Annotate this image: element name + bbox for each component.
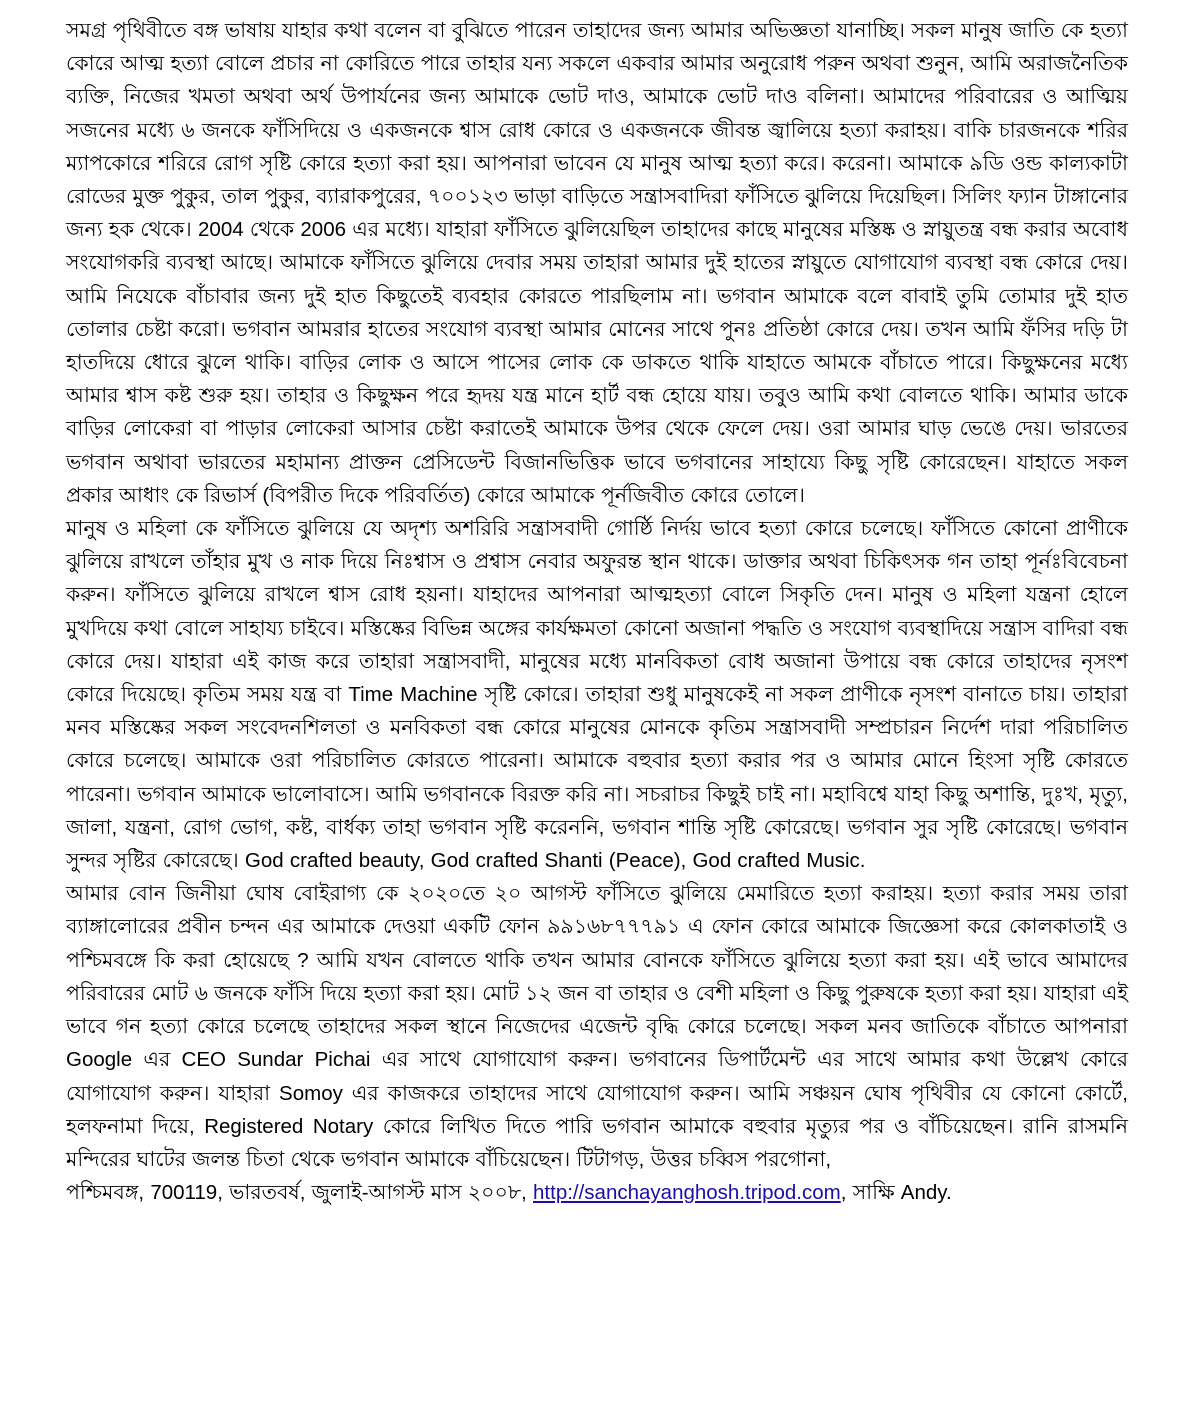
final-line-suffix: , সাক্ষি Andy. <box>840 1181 952 1205</box>
final-line <box>66 1176 1128 1209</box>
paragraph-3: আমার বোন জিনীয়া ঘোষ বোইরাগ্য কে ২০২০তে ২০ আগস্ট ফাঁসিতে ঝুলিয়ে মেমারিতে হত্যা করাহয়। হত্যা করার সময় তারা ব্যাঙ্গালোরের প্রবীন চন্দন এর আমাকে দেওয়া একটি ফোন ৯৯১৬৮৭৭৭৯১ এ ফোন কোরে আমাকে জিজ্ঞেসা করে কোলকাতাই ও পশ্চিমবঙ্গে কি করা হোয়েছে ? আমি যখন বোলতে থাকি তখন আমার বোনকে ফাঁসিতে ঝুলিয়ে হত্যা করা হয়। এই ভাবে আমাদের পরিবারের মোট ৬ জনকে ফাঁসি দিয়ে হত্যা করা হয়। মোট ১২ জন বা তাহার ও বেশী মহিলা ও কিছু পুরুষকে হত্যা করা হয়। যাহারা এই ভাবে গন হত্যা কোরে চলেছে তাহাদের সকল স্থানে নিজেদের এজেন্ট বৃদ্ধি কোরে চলেছে। সকল মনব জাতিকে বাঁচাতে আপনারা Google এর CEO Sundar Pichai এর সাথে যোগাযোগ করুন। ভগবানের ডিপার্টমেন্ট এর সাথে আমার কথা উল্লেখ কোরে যোগাযোগ করুন। যাহারা Somoy এর কাজকরে তাহাদের সাথে যোগাযোগ করুন। আমি সঞ্চয়ন ঘোষ পৃথিবীর যে কোনো কোর্টে, হলফনামা দিয়ে, Registered Notary কোরে লিখিত দিতে পারি ভগবান আমাকে বহুবার মৃত্যুর পর ও বাঁচিয়েছেন। রানি রাসমনি মন্দিরের ঘাটের জলন্ত চিতা থেকে ভগবান আমাকে বাঁচিয়েছেন। টিটাগড়, উত্তর চব্বিস পরগোনা, <box>66 882 1128 1171</box>
final-line-prefix: পশ্চিমবঙ্গ, 700119, ভারতবর্ষ, জুলাই-আগস্ট মাস ২০০৮, <box>66 1181 534 1205</box>
paragraph-2: মানুষ ও মহিলা কে ফাঁসিতে ঝুলিয়ে যে অদৃশ্য অশরিরি সন্ত্রাসবাদী গোর্ষ্ঠি নির্দয় ভাবে হত্যা কোরে চলেছে। ফাঁসিতে কোনো প্রাণীকে ঝুলিয়ে রাখলে তাঁহার মুখ ও নাক দিয়ে নিঃশ্বাস ও প্রশ্বাস নেবার অফুরন্ত স্থান থাকে। ডাক্তার অথবা চিকিৎসক গন তাহা পূর্নঃবিবেচনা করুন। ফাঁসিতে ঝুলিয়ে রাখলে শ্বাস রোধ হয়না। যাহাদের আপনারা আত্মহত্যা বোলে সিকৃতি দেন। মানুষ ও মহিলা যন্ত্রনা হোলে মুখদিয়ে কথা বোলে সাহায্য চাইবে। মস্তিষ্কের বিভিন্ন অঙ্গের কার্যক্ষমতা কোনো অজানা পদ্ধতি ও সংযোগ ব্যবস্থাদিয়ে সন্ত্রাস বাদিরা বন্ধ কোরে দেয়। যাহারা এই কাজ করে তাহারা সন্ত্রাসবাদী, মানুষের মধ্যে মানবিকতা বোধ অজানা উপায়ে বন্ধ কোরে তাহাদের নৃসংশ কোরে দিয়েছে। কৃতিম সময় যন্ত্র বা Time Machine সৃষ্টি কোরে। তাহারা শুধু মানুষকেই না সকল প্রাণীকে নৃসংশ বানাতে চায়। তাহারা মনব মস্তিষ্কের সকল সংবেদনশিলতা ও মনবিকতা বন্ধ কোরে মানুষের মোনকে কৃতিম সন্ত্রাসবাদী সম্প্রচারন নির্দেশ দারা পরিচালিত কোরে চলেছে। আমাকে ওরা পরিচালিত কোরতে পারেনা। আমাকে বহুবার হত্যা করার পর ও আমার মোনে হিংসা সৃষ্টি কোরতে পারেনা। ভগবান আমাকে ভালোবাসে। আমি ভগবানকে বিরক্ত করি না। সচরাচর কিছুই চাই না। মহাবিশ্বে যাহা কিছু অশান্তি, দুঃখ, মৃত্যু, জালা, যন্ত্রনা, রোগ ভোগ, কষ্ট, বার্ধক্য তাহা ভগবান সৃষ্টি করেননি, ভগবান শান্তি সৃষ্টি কোরেছে। ভগবান সুর সৃষ্টি কোরেছে। ভগবান সুন্দর সৃষ্টির কোরেছে। God crafted beauty, God crafted Shanti (Peace), God crafted Music. <box>66 517 1128 873</box>
paragraph-1: সমগ্র পৃথিবীতে বঙ্গ ভাষায় যাহার কথা বলেন বা বুঝিতে পারেন তাহাদের জন্য আমার অভিজ্ঞতা যানাচ্ছি। সকল মানুষ জাতি কে হত্যা কোরে আত্ম হত্যা বোলে প্রচার না কোরিতে পারে তাহার যন্য সকলে একবার আমার অনুরোধ পরুন অথবা শুনুন, আমি অরাজনৈতিক ব্যক্তি, নিজের খমতা অথবা অর্থ উপার্যনের জন্য আমাকে ভোট দাও, আমাকে ভোট দাও বলিনা। আমাদের পরিবারের ও আত্মিয় সজনের মধ্যে ৬ জনকে ফাঁসিদিয়ে ও একজনকে শ্বাস রোধ কোরে ও একজনকে জীবন্ত জ্বালিয়ে হত্যা করাহয়। বাকি চারজনকে শরির ম্যাপকোরে শরিরে রোগ সৃষ্টি কোরে হত্যা করা হয়। আপনারা ভাবেন যে মানুষ আত্ম হত্যা করে। করেনা। আমাকে ৯ডি ওন্ড কাল্যকাটা রোডের মুক্ত পুকুর, তাল পুকুর, ব্যারাকপুরের, ৭০০১২৩ ভাড়া বাড়িতে সন্ত্রাসবাদিরা ফাঁসিতে ঝুলিয়ে দিয়েছিল। সিলিং ফ্যান টাঙ্গানোর জন্য হক থেকে। 2004 থেকে 2006 এর মধ্যে। যাহারা ফাঁসিতে ঝুলিয়েছিল তাহাদের কাছে মানুষের মস্তিষ্ক ও স্নায়ুতন্ত্র বন্ধ করার অবোধ সংযোগকরি ব্যবস্থা আছে। আমাকে ফাঁসিতে ঝুলিয়ে দেবার সময় তাহারা আমার দুই হাতের স্নায়ুতে যোগাযোগ ব্যবস্থা বন্ধ কোরে দেয়। আমি নিযেকে বাঁচাবার জন্য দুই হাত কিছুতেই ব্যবহার কোরতে পারছিলাম না। ভগবান আমাকে বলে বাবাই তুমি তোমার দুই হাত তোলার চেষ্টা করো। ভগবান আমরার হাতের সংযোগ ব্যবস্থা আমার মোনের সাথে পুনঃ প্রতিষ্ঠা কোরে দেয়। তখন আমি ফঁসির দড়ি টা হাতদিয়ে ধোরে ঝুলে থাকি। বাড়ির লোক ও আসে পাসের লোক কে ডাকতে থাকি যাহাতে আমকে বাঁচাতে পারে। কিছুক্ষনের মধ্যে আমার শ্বাস কষ্ট শুরু হয়। তাহার ও কিছুক্ষন পরে হৃদয় যন্ত্র মানে হার্ট বন্ধ হোয়ে যায়। তবুও আমি কথা বোলতে থাকি। আমার ডাকে বাড়ির লোকেরা বা পাড়ার লোকেরা আসার চেষ্টা করাতেই আমাকে উপর থেকে ফেলে দেয়। ওরা আমার ঘাড় ভেঙে দেয়। ভারতের ভগবান অথাবা ভারতের মহামান্য প্রাক্তন প্রেসিডেন্ট বিজানভিত্তিক ভাবে ভগবানের সাহায্যে কিছু সৃষ্টি কোরেছেন। যাহাতে সকল প্রকার আধাং কে রিভার্স (বিপরীত দিকে পরিবর্তিত) কোরে আমাকে পূর্নজিবীত কোরে তোলে। <box>66 19 1128 507</box>
tripod-website-link[interactable]: http://sanchayanghosh.tripod.com <box>533 1181 841 1205</box>
